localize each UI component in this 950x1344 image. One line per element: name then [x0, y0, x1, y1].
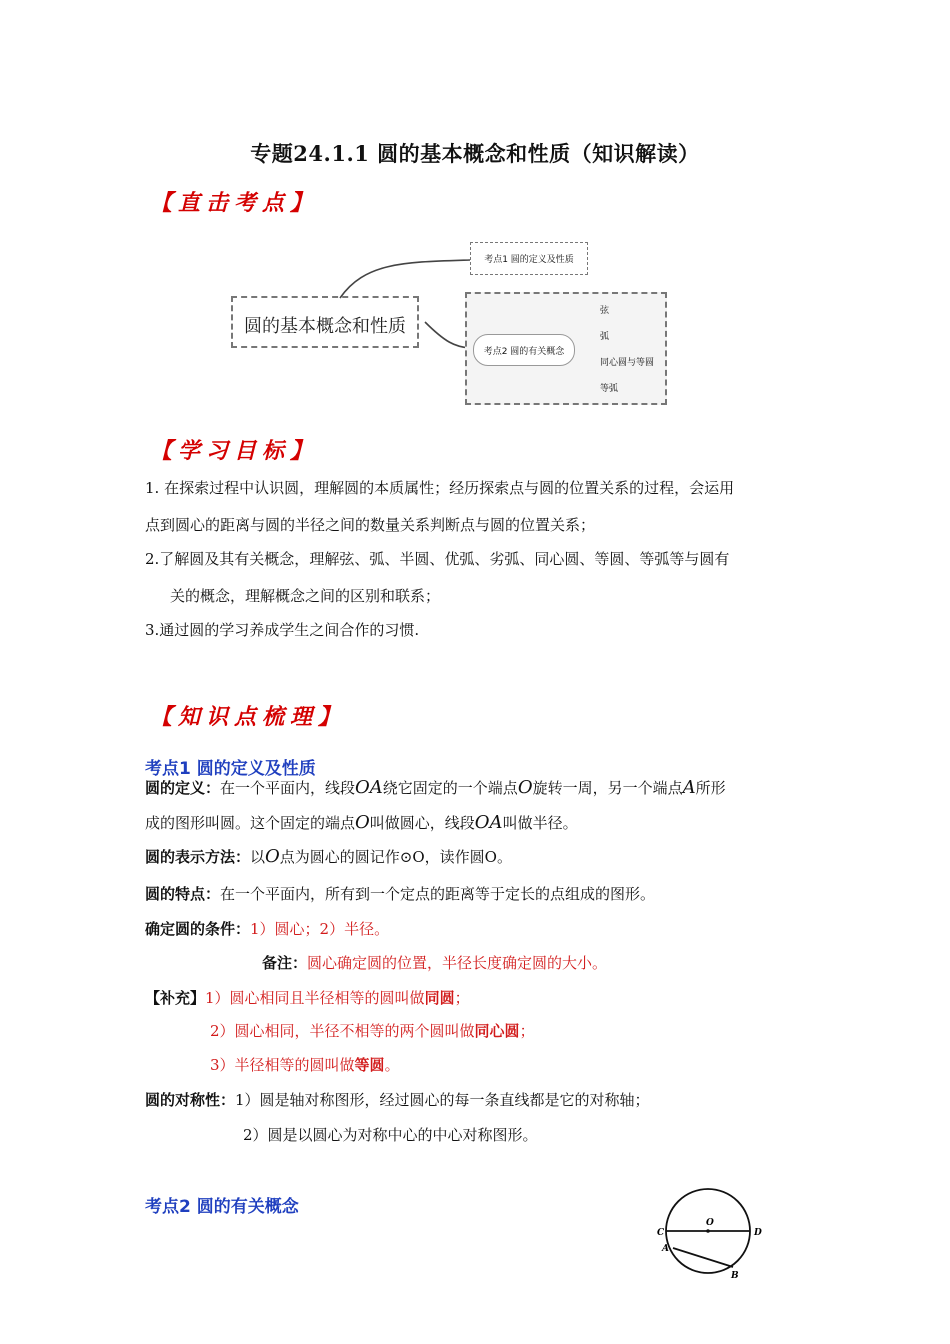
section-knowledge-heading: 【知识点梳理】: [150, 704, 347, 730]
branch-concentric: 同心圆与等圆: [600, 358, 655, 368]
kp1-condition: 确定圆的条件：1）圆心；2）半径。: [145, 920, 390, 938]
label-o: O: [706, 1218, 714, 1228]
mind-map: [225, 232, 675, 412]
branch-equal-arc: 等弧: [600, 384, 619, 394]
topic2-node: [473, 334, 575, 366]
branch-arc: 弧: [600, 332, 610, 342]
label-b: B: [731, 1271, 739, 1280]
branch-chord: 弦: [600, 306, 610, 316]
circle-figure: [655, 1180, 775, 1280]
goal-2-line-1: 2.了解圆及其有关概念，理解弦、弧、半圆、优弧、劣弧、同心圆、等圆、等弧等与圆有: [145, 550, 730, 568]
kp1-definition-line-2: 成的图形叫圆。这个固定的端点O叫做圆心，线段OA叫做半径。: [145, 812, 578, 833]
kp1-supplement-3: 3）半径相等的圆叫做等圆。: [210, 1056, 400, 1074]
center-point: [706, 1229, 710, 1233]
root-box: [231, 296, 419, 348]
kp1-symmetry-1: 圆的对称性：1）圆是轴对称图形，经过圆心的每一条直线都是它的对称轴；: [145, 1091, 650, 1109]
root-label: 圆的基本概念和性质: [244, 316, 406, 337]
condition-label: 确定圆的条件：: [145, 920, 251, 938]
topic1-label: 考点1 圆的定义及性质: [484, 255, 574, 265]
feature-label: 圆的特点：: [145, 885, 221, 903]
section-direct-heading: 【直击考点】: [150, 190, 319, 216]
kp1-symmetry-2: 2）圆是以圆心为对称中心的中心对称图形。: [243, 1126, 538, 1144]
label-d: D: [754, 1228, 762, 1238]
note-label: 备注：: [262, 954, 308, 972]
definition-label: 圆的定义：: [145, 779, 221, 797]
topic1-box: [470, 242, 588, 275]
section-goals-heading: 【学习目标】: [150, 438, 319, 464]
page-title: 专题24.1.1 圆的基本概念和性质（知识解读）: [250, 141, 700, 166]
label-a: A: [662, 1244, 669, 1254]
kp1-heading: 考点1 圆的定义及性质: [145, 759, 316, 779]
kp1-supplement-2: 2）圆心相同，半径不相等的两个圆叫做同心圆；: [210, 1022, 535, 1040]
goal-1-line-2: 点到圆心的距离与圆的半径之间的数量关系判断点与圆的位置关系；: [145, 516, 596, 534]
kp1-feature: 圆的特点：在一个平面内，所有到一个定点的距离等于定长的点组成的图形。: [145, 885, 656, 903]
kp2-heading: 考点2 圆的有关概念: [145, 1197, 299, 1217]
kp1-supplement-1: 【补充】1）圆心相同且半径相等的圆叫做同圆；: [145, 989, 470, 1007]
goal-2-line-2: 关的概念，理解概念之间的区别和联系；: [170, 587, 441, 605]
kp1-representation: 圆的表示方法：以O点为圆心的圆记作⊙O，读作圆O。: [145, 846, 512, 867]
goal-1-line-1: 1. 在探索过程中认识圆，理解圆的本质属性；经历探索点与圆的位置关系的过程，会运用: [145, 479, 735, 497]
kp1-definition-line-1: 圆的定义：在一个平面内，线段OA绕它固定的一个端点O旋转一周，另一个端点A所形: [145, 777, 726, 798]
kp1-note: 备注：圆心确定圆的位置，半径长度确定圆的大小。: [262, 954, 608, 972]
goal-3: 3.通过圆的学习养成学生之间合作的习惯.: [145, 621, 420, 639]
topic2-group: [465, 292, 667, 405]
symmetry-label: 圆的对称性：: [145, 1091, 236, 1109]
representation-label: 圆的表示方法：: [145, 848, 251, 866]
label-c: C: [657, 1228, 665, 1238]
topic2-label: 考点2 圆的有关概念: [483, 347, 565, 357]
supplement-label: 【补充】: [145, 989, 206, 1007]
